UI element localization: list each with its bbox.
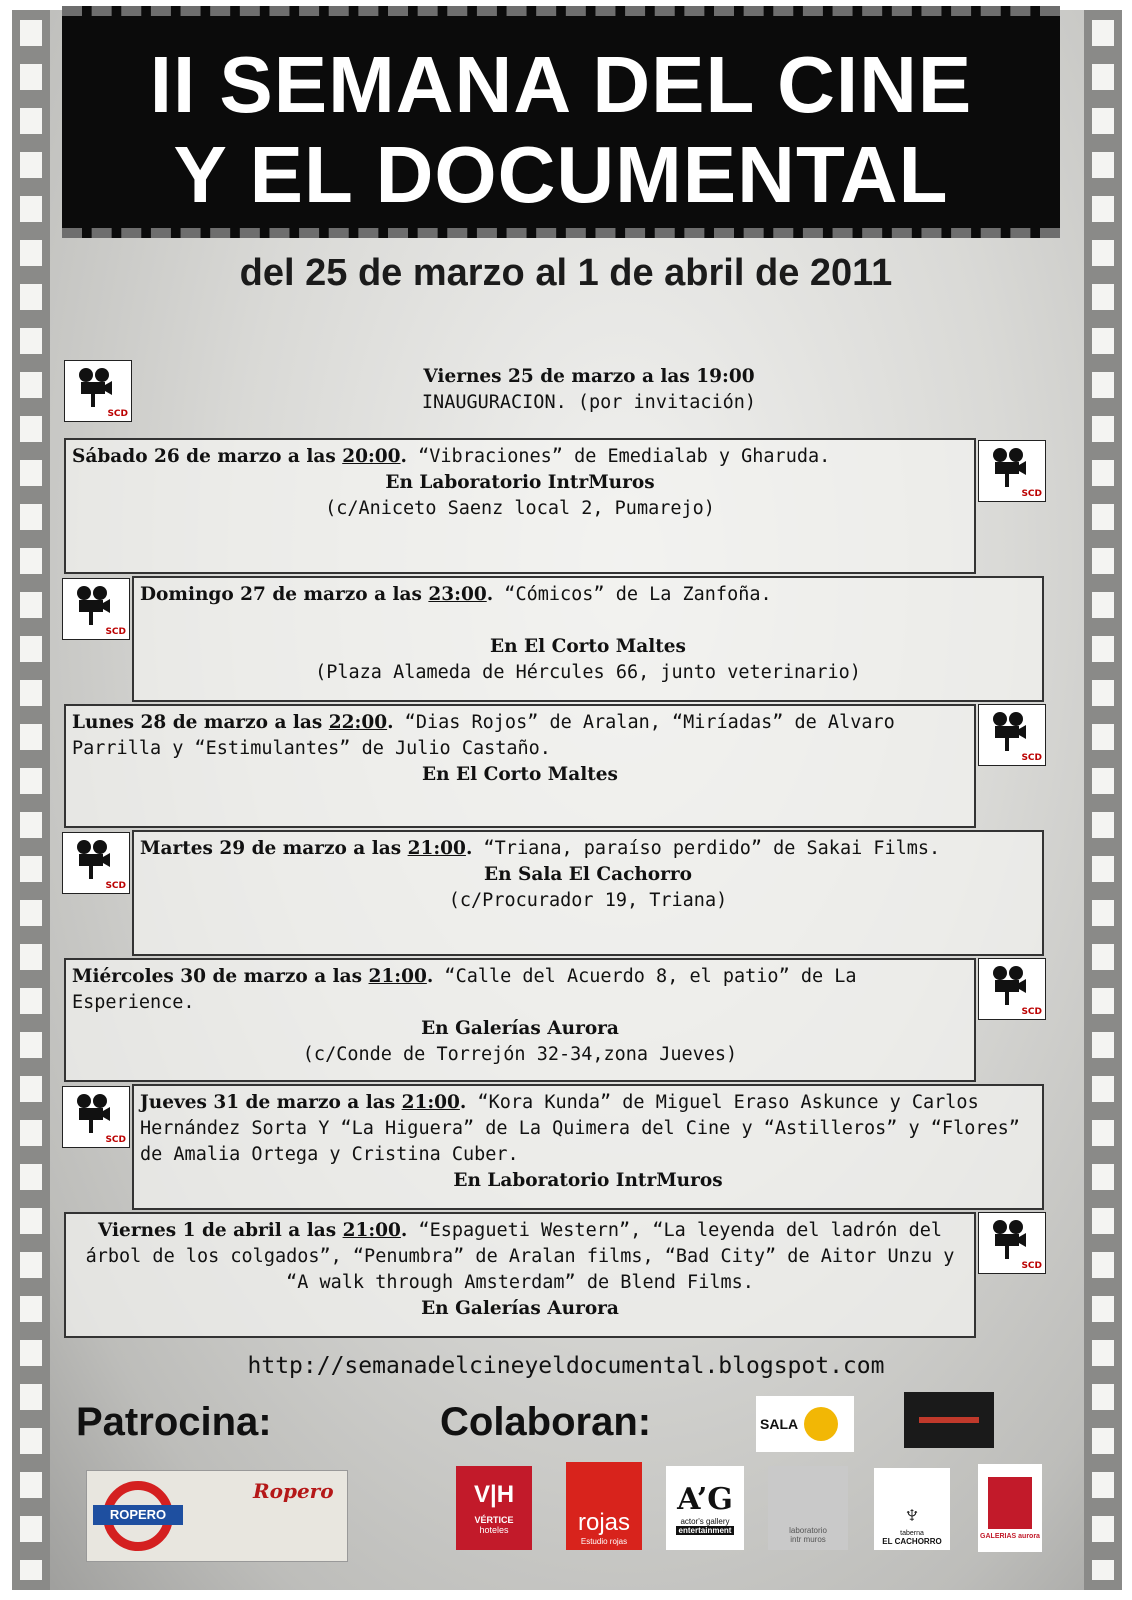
sponsor-rojas-logo: rojas Estudio rojas: [566, 1462, 642, 1550]
event-heading: Viernes 1 de abril a las: [98, 1220, 343, 1241]
event-venue: Laboratorio IntrMuros: [419, 472, 655, 493]
logo-scd-text: SCD: [107, 409, 128, 419]
sponsor-galerias-aurora-logo: GALERIAS aurora: [978, 1464, 1042, 1552]
sponsor-actors-gallery-logo: A’G actor's gallery entertainment: [666, 1466, 744, 1550]
logo-scd-text: SCD: [105, 1135, 126, 1145]
event-box-domingo: Domingo 27 de marzo a las 23:00. “Cómicos” de La Zanfoña. En El Corto Maltes (Plaza Alameda de Hércules 66, junto veterinario): [132, 576, 1044, 702]
sponsor-vertice-logo: V|H VÉRTICE hoteles: [456, 1466, 532, 1550]
ropero-script-text: Ropero: [253, 1479, 334, 1503]
camera-logo-icon: [978, 1212, 1046, 1274]
event-time: 21:00: [368, 966, 427, 987]
logo-scd-text: SCD: [1021, 753, 1042, 763]
event-address: (c/Conde de Torrejón 32-34,zona Jueves): [302, 1044, 738, 1065]
sponsor-laboratorio-logo: laboratorio intr muros: [768, 1466, 848, 1550]
sponsor-el-cachorro-logo: ♆ taberna EL CACHORRO: [874, 1468, 950, 1550]
event-time: 21:00: [342, 1220, 401, 1241]
event-address: (c/Aniceto Saenz local 2, Pumarejo): [325, 498, 715, 519]
event-description: INAUGURACION. (por invitación): [421, 392, 757, 413]
event-heading: Jueves 31 de marzo a las: [140, 1092, 402, 1113]
event-heading: Viernes 25 de marzo a las 19:00: [423, 366, 755, 387]
event-venue: Laboratorio IntrMuros: [487, 1170, 723, 1191]
event-address: (Plaza Alameda de Hércules 66, junto veterinario): [315, 662, 861, 683]
camera-logo-icon: [978, 958, 1046, 1020]
logo-scd-text: SCD: [105, 881, 126, 891]
event-heading: Sábado 26 de marzo a las: [72, 446, 343, 467]
event-heading: Martes 29 de marzo a las: [140, 838, 408, 859]
event-time: 23:00: [428, 584, 487, 605]
sala-text: SALA: [760, 1416, 799, 1432]
logo-scd-text: SCD: [1021, 1007, 1042, 1017]
festival-dates: del 25 de marzo al 1 de abril de 2011: [239, 252, 893, 294]
event-venue: Galerías Aurora: [455, 1298, 619, 1319]
camera-logo-icon: [62, 832, 130, 894]
event-description: “Calle del Acuerdo 8, el patio” de La Esperience.: [72, 966, 857, 1013]
title-line-1: II SEMANA DEL CINE: [149, 40, 973, 129]
event-description: “Kora Kunda” de Miguel Eraso Askunce y Carlos Hernández Sorta Y “La Higuera” de La Quimera del Cine y “Astilleros” y “Flores” de Amalia Ortega y Cristina Cuber.: [140, 1092, 1020, 1165]
event-venue: El Corto Maltes: [524, 636, 686, 657]
vertice-logo-text: V|H: [473, 1481, 515, 1508]
event-heading: Domingo 27 de marzo a las: [140, 584, 429, 605]
event-description: “Triana, paraíso perdido” de Sakai Films.: [472, 838, 941, 859]
event-venue: El Corto Maltes: [456, 764, 618, 785]
cachorro-figure-icon: ♆: [902, 1499, 922, 1529]
sponsor-ropero-logo: [86, 1470, 348, 1562]
event-time: 20:00: [342, 446, 401, 467]
ropero-brand-text: ROPERO: [93, 1505, 183, 1525]
event-box-martes: Martes 29 de marzo a las 21:00. “Triana, paraíso perdido” de Sakai Films. En Sala El Cachorro (c/Procurador 19, Triana): [132, 830, 1044, 956]
sponsor-sala-logo: [756, 1396, 854, 1452]
event-venue: Sala El Cachorro: [518, 864, 692, 885]
event-description: “Cómicos” de La Zanfoña.: [493, 584, 772, 605]
event-description: “Vibraciones” de Emedialab y Gharuda.: [407, 446, 831, 467]
logo-scd-text: SCD: [1021, 489, 1042, 499]
event-heading: Miércoles 30 de marzo a las: [72, 966, 369, 987]
blog-url-link[interactable]: http://semanadelcineyeldocumental.blogspot.com: [247, 1353, 885, 1379]
camera-logo-icon: [64, 360, 132, 422]
event-box-viernes: Viernes 1 de abril a las 21:00. “Espagueti Western”, “La leyenda del ladrón del árbol de los colgados”, “Penumbra” de Aralan films, “Bad City” de Aitor Unzu y “A walk through Amsterdam” de Blend Films. En Galerías Aurora: [64, 1212, 976, 1338]
sponsor-taberna-logo: [904, 1392, 994, 1448]
camera-logo-icon: [62, 1086, 130, 1148]
event-description: “Dias Rojos” de Aralan, “Miríadas” de Alvaro Parrilla y “Estimulantes” de Julio Castaño.: [72, 712, 895, 759]
event-time: 21:00: [401, 1092, 460, 1113]
event-time: 22:00: [328, 712, 388, 733]
event-box-lunes: Lunes 28 de marzo a las 22:00. “Dias Rojos” de Aralan, “Miríadas” de Alvaro Parrilla y “Estimulantes” de Julio Castaño. En El Corto Maltes: [64, 704, 976, 828]
camera-logo-icon: [62, 578, 130, 640]
event-box-miercoles: Miércoles 30 de marzo a las 21:00. “Calle del Acuerdo 8, el patio” de La Esperience. En Galerías Aurora (c/Conde de Torrejón 32-34,zona Jueves): [64, 958, 976, 1082]
event-box-sabado: Sábado 26 de marzo a las 20:00. “Vibraciones” de Emedialab y Gharuda. En Laboratorio IntrMuros (c/Aniceto Saenz local 2, Pumarejo): [64, 438, 976, 574]
logo-scd-text: SCD: [105, 627, 126, 637]
logo-scd-text: SCD: [1021, 1261, 1042, 1271]
event-address: (c/Procurador 19, Triana): [448, 890, 728, 911]
patrocina-heading: Patrocina:: [76, 1400, 272, 1444]
event-venue: Galerías Aurora: [455, 1018, 619, 1039]
event-heading: Lunes 28 de marzo a las: [72, 712, 329, 733]
event-inauguration: [134, 364, 1044, 416]
event-time: 21:00: [407, 838, 466, 859]
camera-logo-icon: [978, 704, 1046, 766]
title-line-2: Y EL DOCUMENTAL: [173, 130, 949, 219]
event-box-jueves: Jueves 31 de marzo a las 21:00. “Kora Kunda” de Miguel Eraso Askunce y Carlos Hernández Sorta Y “La Higuera” de La Quimera del Cine y “Astilleros” y “Flores” de Amalia Ortega y Cristina Cuber. En Laboratorio IntrMuros: [132, 1084, 1044, 1210]
camera-logo-icon: [978, 440, 1046, 502]
title-banner: [62, 6, 1060, 238]
colaboran-heading: Colaboran:: [440, 1400, 652, 1444]
event-description: “Espagueti Western”, “La leyenda del ladrón del árbol de los colgados”, “Penumbra” de Aralan films, “Bad City” de Aitor Unzu y “A walk through Amsterdam” de Blend Films.: [85, 1220, 955, 1293]
